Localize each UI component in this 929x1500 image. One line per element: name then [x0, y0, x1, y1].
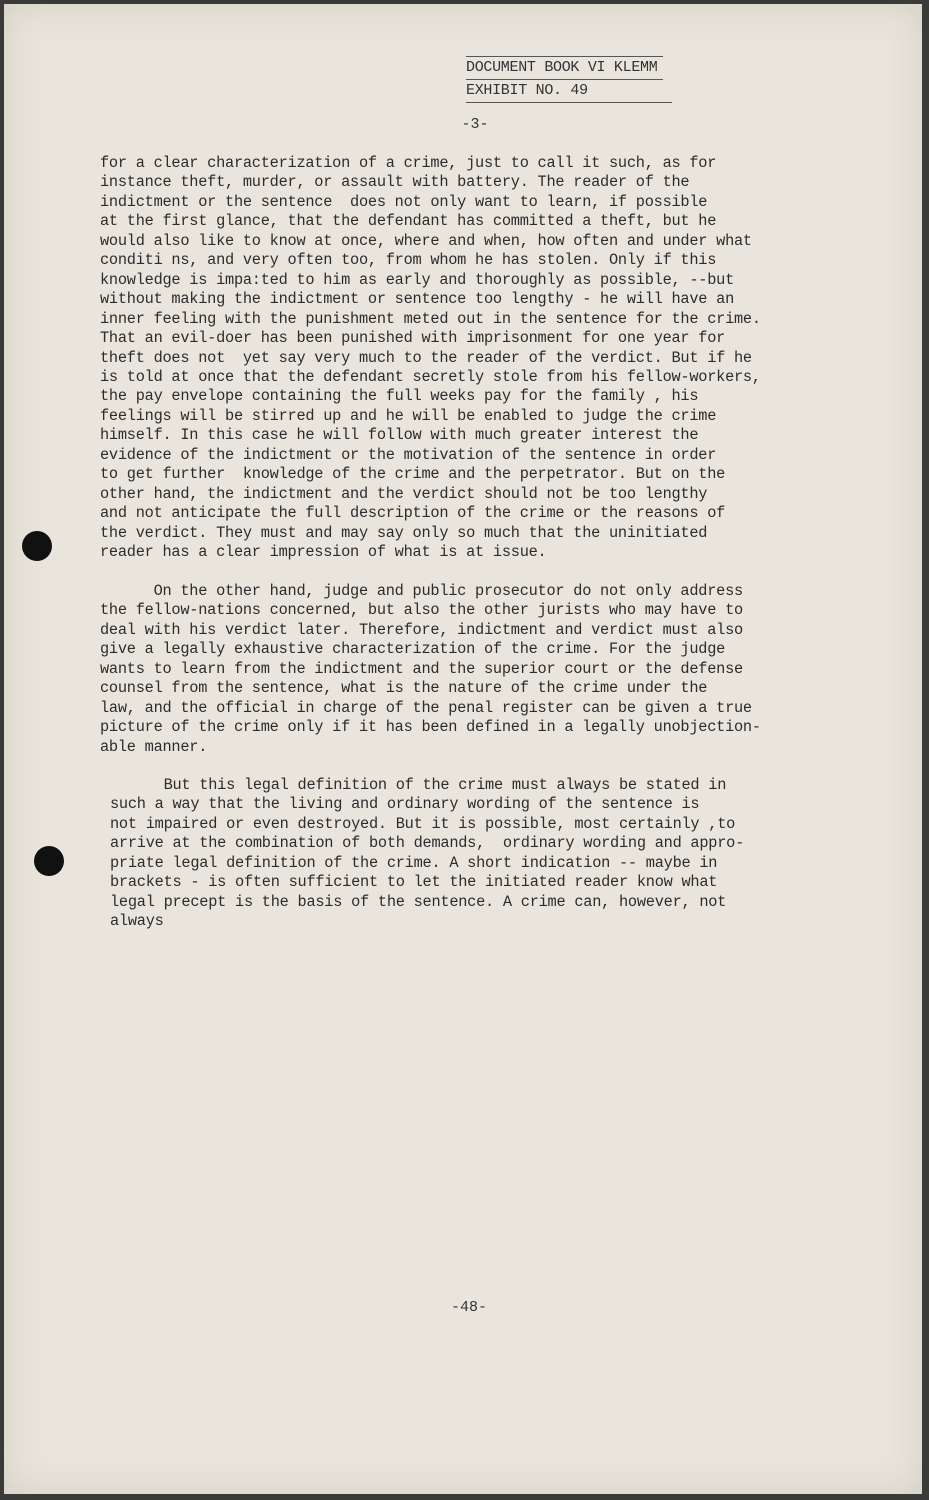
paragraph-2: On the other hand, judge and public prosecutor do not only address the fellow-nations concerned, but also the other jurists who may have to deal with his verdict later. Therefore, indictment and verdict must also give a legally exhaustive characterization of the crime. For the judge wants to learn from the indictment and the superior court or the defense counsel from the sentence, what is the nature of the crime under the law, and the official in charge of the penal register can be given a true picture of the crime only if it has been defined in a legally unobjection- able manner. [100, 582, 761, 756]
exhibit-label: EXHIBIT NO. 49 [466, 80, 672, 103]
document-book-label: DOCUMENT BOOK VI KLEMM [466, 56, 663, 80]
paragraph-1: for a clear characterization of a crime, just to call it such, as for instance theft, murder, or assault with battery. The reader of the indictment or the sentence does not only want to learn, if possible at the first glance, that the defendant has committed a theft, but he would also like to know at once, where and when, how often and under what conditi ns, and very often too, from whom he has stolen. Only if this knowledge is impa:ted to him as early and thoroughly as possible, --but without making the indictment or sentence too lengthy - he will have an inner feeling with the punishment meted out in the sentence for the crime. That an evil-doer has been punished with imprisonment for one year for theft does not yet say very much to the reader of the verdict. But if he is told at once that the defendant secretly stole from his fellow-workers, the pay envelope containing the full weeks pay for the family , his feelings will be stirred up and he will be enabled to judge the crime himself. In this case he will follow with much greater interest the evidence of the indictment or the motivation of the sentence in order to get further knowledge of the crime and the perpetrator. But on the other hand, the indictment and the verdict should not be too lengthy and not anticipate the full description of the crime or the reasons of the verdict. They must and may say only so much that the uninitiated reader has a clear impression of what is at issue. [100, 154, 761, 562]
punch-hole [34, 846, 64, 876]
page-number-bottom: -48- [450, 1299, 487, 1316]
document-header [466, 56, 672, 103]
page-number-top: -3- [461, 116, 489, 133]
paragraph-3: But this legal definition of the crime must always be stated in such a way that the living and ordinary wording of the sentence is not impaired or even destroyed. But it is possible, most certainly ,to arrive at the combination of both demands, ordinary wording and appro- priate legal definition of the crime. A short indication -- maybe in brackets - is often sufficient to let the initiated reader know what legal precept is the basis of the sentence. A crime can, however, not always [110, 776, 745, 931]
document-page [4, 4, 922, 1494]
punch-hole [22, 531, 52, 561]
